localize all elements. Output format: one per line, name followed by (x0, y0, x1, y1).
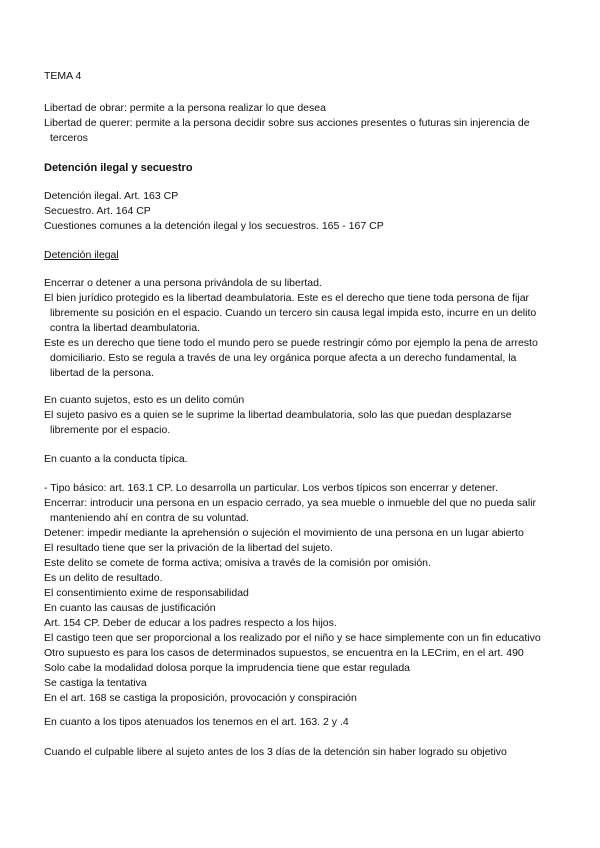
text-line: Cuando el culpable libere al sujeto antes de los 3 días de la detención sin haber logrado su objetivo (44, 746, 507, 758)
definition-line: terceros (50, 132, 88, 144)
text-line: En cuanto a la conducta típica. (44, 453, 188, 465)
text-line: - Tipo básico: art. 163.1 CP. Lo desarrolla un particular. Los verbos típicos son encerrar y detener. (44, 482, 498, 494)
text-line: El consentimiento exime de responsabilidad (44, 587, 249, 599)
articles-block (44, 189, 574, 234)
text-line: El castigo teen que ser proporcional a los realizado por el niño y se hace simplemente con un fin educativo (44, 632, 541, 644)
paragraph-4 (44, 481, 574, 706)
article-line: Cuestiones comunes a la detención ilegal y los secuestros. 165 - 167 CP (44, 220, 384, 232)
paragraph-1 (44, 276, 574, 381)
text-line: Encerrar o detener a una persona privándola de su libertad. (44, 277, 322, 289)
text-line: libremente su posición en el espacio. Cuando un tercero sin causa legal impida esto, incurre en un delito (50, 307, 537, 319)
paragraph-6 (44, 745, 574, 760)
text-line: El resultado tiene que ser la privación de la libertad del sujeto. (44, 542, 333, 554)
text-line: En cuanto sujetos, esto es un delito común (44, 394, 245, 406)
text-line: contra la libertad deambulatoria. (50, 322, 201, 334)
subheading: Detención ilegal (44, 249, 119, 261)
text-line: manteniendo ahí en contra de su voluntad. (50, 512, 250, 524)
definition-line: Libertad de querer: permite a la persona decidir sobre sus acciones presentes o futuras sin injerencia de (44, 117, 530, 129)
text-line: libertad de la persona. (50, 367, 154, 379)
paragraph-3 (44, 452, 574, 467)
text-line: Encerrar: introducir una persona en un espacio cerrado, ya sea mueble o inmueble del que no pueda salir (44, 497, 537, 509)
definition-line: Libertad de obrar: permite a la persona realizar lo que desea (44, 102, 326, 114)
text-line: En el art. 168 se castiga la proposición, provocación y conspiración (44, 692, 357, 704)
text-line: domiciliario. Esto se regula a través de una ley orgánica porque afecta a un derecho fundamental, la (50, 352, 517, 364)
text-line: Este delito se comete de forma activa; omisiva a través de la comisión por omisión. (44, 557, 431, 569)
section-heading: Detención ilegal y secuestro (44, 162, 193, 174)
text-line: En cuanto a los tipos atenuados los tenemos en el art. 163. 2 y .4 (44, 716, 349, 728)
text-line: Se castiga la tentativa (44, 677, 147, 689)
paragraph-2 (44, 393, 574, 438)
definitions-block (44, 101, 574, 146)
text-line: En cuanto las causas de justificación (44, 602, 216, 614)
text-line: Este es un derecho que tiene todo el mundo pero se puede restringir cómo por ejemplo la pena de arresto (44, 337, 538, 349)
text-line: El bien jurídico protegido es la libertad deambulatoria. Este es el derecho que tiene toda persona de fijar (44, 292, 530, 304)
text-line: Otro supuesto es para los casos de determinados supuestos, se encuentra en la LECrim, en el art. 490 (44, 647, 524, 659)
text-line: El sujeto pasivo es a quien se le suprime la libertad deambulatoria, solo las que puedan desplazarse (44, 409, 512, 421)
article-line: Secuestro. Art. 164 CP (44, 205, 151, 217)
article-line: Detención ilegal. Art. 163 CP (44, 190, 179, 202)
paragraph-5 (44, 715, 574, 730)
page-title: TEMA 4 (44, 70, 82, 82)
text-line: libremente por el espacio. (50, 424, 171, 436)
text-line: Detener: impedir mediante la aprehensión o sujeción el movimiento de una persona en un lugar abierto (44, 527, 524, 539)
text-line: Solo cabe la modalidad dolosa porque la imprudencia tiene que estar regulada (44, 662, 410, 674)
text-line: Art. 154 CP. Deber de educar a los padres respecto a los hijos. (44, 617, 337, 629)
text-line: Es un delito de resultado. (44, 572, 163, 584)
